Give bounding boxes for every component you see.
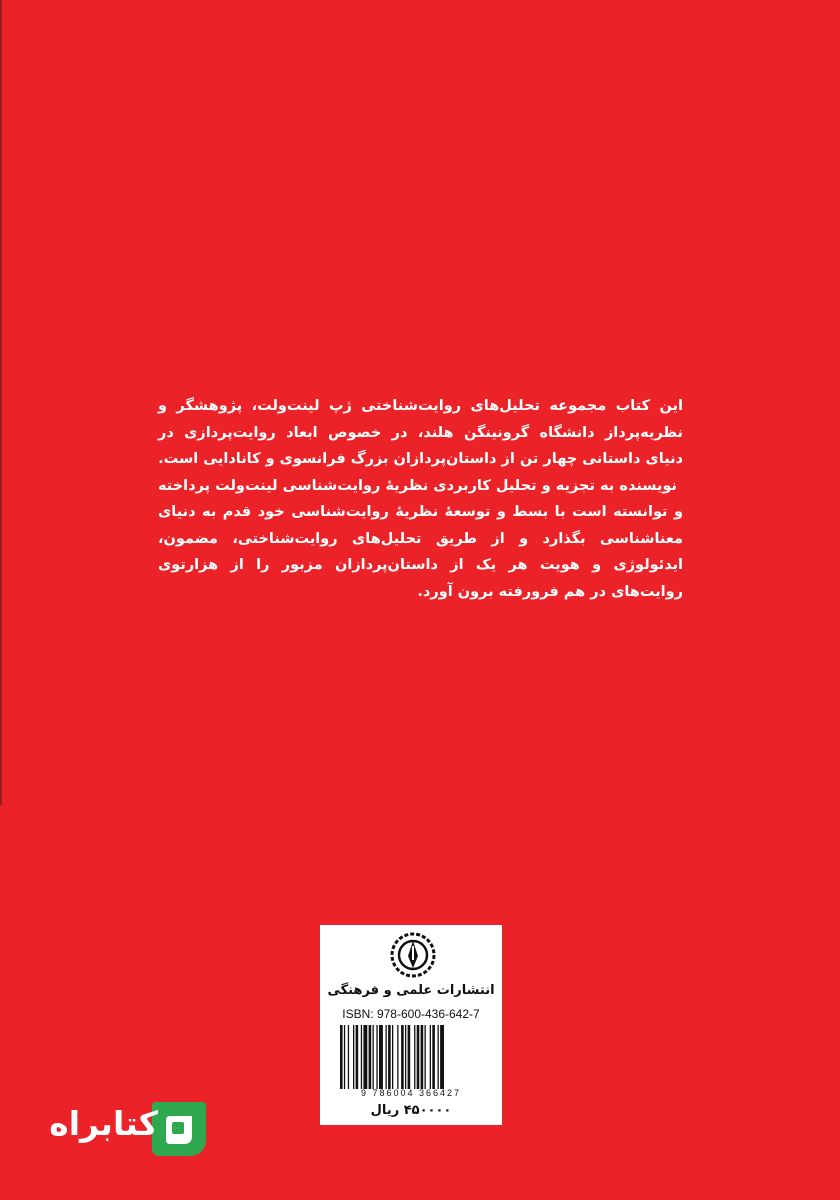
ketabrah-watermark[interactable] — [40, 1098, 210, 1160]
blurb-paragraph-1: این کتاب مجموعه تحلیل‌های روایت‌شناختی ژپ لینت‌ولت، پژوهشگر و نظریه‌پرداز دانشگاه گرونینگن هلند، در خصوص ابعاد روایت‌پردازی در دنیای داستانی چهار تن از داستان‌پردازان بزرگ فرانسوی و کانادایی است. — [158, 398, 683, 467]
barcode — [338, 1025, 484, 1089]
publisher-emblem-icon — [390, 932, 436, 978]
back-cover-blurb — [158, 393, 683, 605]
price — [320, 1103, 502, 1118]
price-unit: ریال — [370, 1103, 400, 1118]
barcode-label — [320, 925, 502, 1125]
spine-edge — [0, 0, 2, 805]
price-amount: ۴۵۰۰۰۰ — [403, 1103, 452, 1118]
barcode-digits: 9 786004 366427 — [360, 1088, 462, 1098]
ketabrah-wordmark: کتابراه — [49, 1104, 158, 1143]
isbn-number: ISBN: 978-600-436-642-7 — [342, 1007, 480, 1021]
blurb-paragraph-2: نویسنده به تجزیه و تحلیل کاربردی نظریهٔ روایت‌شناسی لینت‌ولت پرداخته و توانسته است با بسط و توسعهٔ نظریهٔ روایت‌شناسی خود قدم به دنیای معناشناسی بگذارد و از طریق تحلیل‌های روایت‌شناختی، مضمون، ایدئولوژی و هویت هر یک از داستان‌پردازان مزبور را از هزارتوی روایت‌های در هم فرورفته برون آورد. — [158, 477, 683, 600]
publisher-name: انتشارات علمی و فرهنگی — [327, 983, 495, 998]
